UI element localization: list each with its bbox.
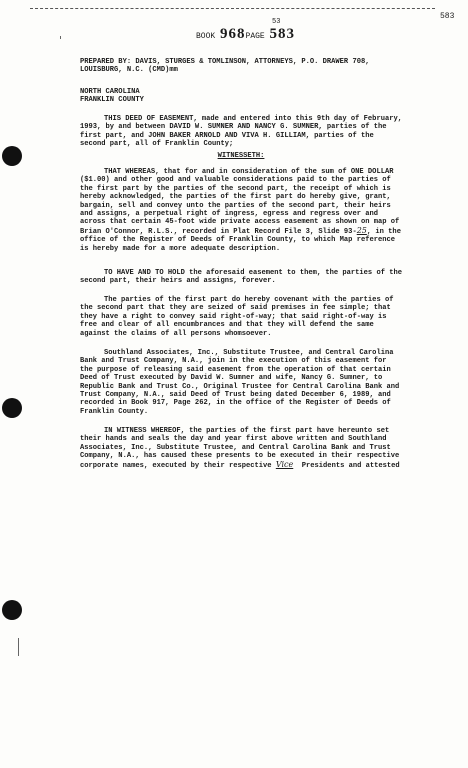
- slide-handwritten: 25: [356, 225, 367, 235]
- book-number: 968: [220, 26, 246, 42]
- witnesseth-text: WITNESSETH:: [217, 152, 265, 160]
- page-label: PAGE: [245, 32, 265, 41]
- witness-text-b: Presidents and attested: [301, 461, 400, 470]
- punch-hole-middle: [2, 398, 22, 418]
- whereas-text-b: , in the office of the Register of Deeds of Franklin County, to which Map reference is hereby made for a more adequate description.: [80, 227, 401, 253]
- margin-tick: [60, 36, 61, 39]
- witnesseth-heading: [80, 152, 402, 160]
- prepared-by: [80, 58, 402, 75]
- venue: [80, 88, 402, 105]
- top-border-line: [30, 8, 435, 10]
- prepared-by-text: PREPARED BY: DAVIS, STURGES & TOMLINSON, ATTORNEYS, P.O. DRAWER 708, LOUISBURG, N.C. (CMD)mm: [80, 58, 370, 75]
- whereas-text: [80, 168, 402, 253]
- witness-text-a: IN WITNESS WHEREOF, the parties of the first part have hereunto set their hands and seals the day and year first above written and Southland Associates, Inc., Substitute Trustee, and Central Carolina Bank and Trust Company, N.A., has caused these presents to be executed in their respective corporate names, executed by their respective: [80, 427, 400, 470]
- witness-text: [80, 427, 402, 470]
- witness-paragraph: [80, 427, 402, 470]
- book-label: BOOK: [196, 32, 216, 41]
- intro-paragraph: [80, 115, 402, 149]
- covenant-paragraph: [80, 296, 402, 338]
- book-page-stamp: [196, 26, 295, 43]
- whereas-paragraph: [80, 168, 402, 253]
- southland-paragraph: [80, 349, 402, 416]
- intro-text: THIS DEED OF EASEMENT, made and entered into this 9th day of February, 1993, by and between DAVID W. SUMNER AND NANCY G. SUMNER, parties of the first part, and JOHN BAKER ARNOLD AND VIVA H. GILLIAM, parties of the second part, all of Franklin County;: [80, 115, 402, 149]
- punch-hole-top: [2, 146, 22, 166]
- witness-handwritten: Vice: [275, 459, 294, 469]
- punch-hole-bottom: [2, 600, 22, 620]
- southland-text: Southland Associates, Inc., Substitute Trustee, and Central Carolina Bank and Trust Company, N.A., join in the execution of this easement for the purpose of releasing said easement from the operation of that certain Deed of Trust executed by David W. Sumner and wife, Nancy G. Sumner, to Republic Bank and Trust Co., Original Trustee for Central Carolina Bank and Trust Company, N.A., said Deed of Trust being dated December 6, 1989, and recorded in Book 917, Page 262, in the office of the Register of Deeds of Franklin County.: [80, 349, 400, 416]
- county-name: FRANKLIN COUNTY: [80, 96, 144, 105]
- whereas-text-a: THAT WHEREAS, that for and in consideration of the sum of ONE DOLLAR ($1.00) and other good and valuable considerations paid to the parties of the first part by the parties of the second part, the receipt of which is hereby acknowledged, the parties of the first part do hereby give, grant, bargain, sell and convey unto the parties of the second part, their heirs and assigns, a perpetual right of ingress, egress and regress over and across that certain 45-foot wide private access easement as shown on map of Brian O'Connor, R.L.S., recorded in Plat Record File 3, Slide 93-: [80, 168, 400, 236]
- page-number: 583: [440, 12, 455, 21]
- covenant-text: The parties of the first part do hereby covenant with the parties of the second part that they are seized of said premises in fee simple; that they have a right to convey said right-of-way; that said right-of-way is free and clear of all encumbrances and that they will defend the same against the claims of all persons whomsoever.: [80, 296, 394, 338]
- margin-mark: [18, 638, 19, 656]
- habendum-paragraph: [80, 269, 402, 286]
- page-value: 583: [269, 26, 296, 42]
- habendum-text: TO HAVE AND TO HOLD the aforesaid easement to them, the parties of the second part, their heirs and assigns, forever.: [80, 269, 402, 286]
- state-name: NORTH CAROLINA: [80, 88, 140, 96]
- small-number: 53: [272, 18, 281, 26]
